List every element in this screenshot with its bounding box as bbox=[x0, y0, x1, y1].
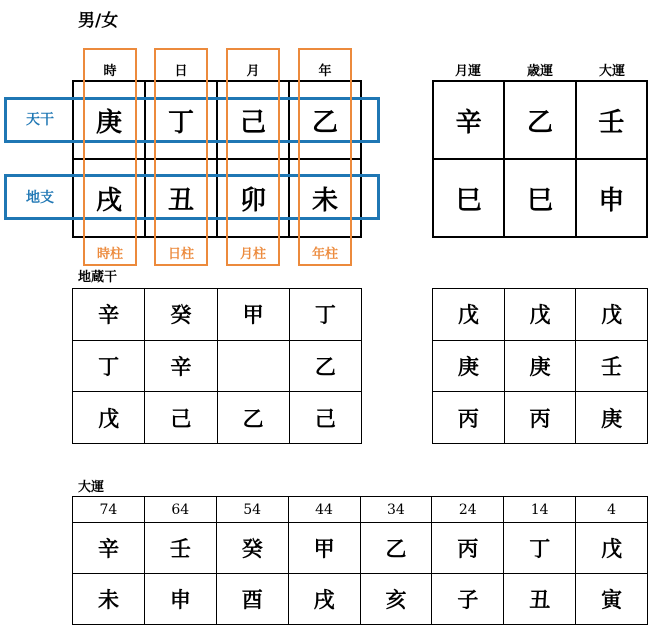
branch-month: 卯 bbox=[217, 159, 289, 237]
pillar-label-year: 年柱 bbox=[311, 247, 338, 262]
hidden-stem-cell: 辛 bbox=[73, 289, 145, 341]
stem-month: 己 bbox=[217, 81, 289, 159]
day-pillar-highlight bbox=[154, 48, 208, 266]
luck-header-decade: 大運 bbox=[598, 64, 625, 79]
month-pillar-highlight bbox=[226, 48, 280, 266]
luck-branch-month: 巳 bbox=[433, 159, 504, 237]
decade-stem-cell: 辛 bbox=[73, 523, 145, 574]
hidden-stem-cell: 戊 bbox=[73, 392, 145, 444]
hidden-stem-cell: 乙 bbox=[217, 392, 289, 444]
year-pillar-highlight bbox=[298, 48, 352, 266]
age-cell: 4 bbox=[576, 497, 648, 523]
hour-pillar-highlight bbox=[83, 48, 137, 266]
hidden-stem-cell: 庚 bbox=[576, 392, 648, 444]
luck-header-year: 歳運 bbox=[526, 64, 553, 79]
hidden-stem-cell: 壬 bbox=[576, 340, 648, 392]
branch-hour: 戌 bbox=[73, 159, 145, 237]
decade-luck-title: 大運 bbox=[78, 480, 105, 495]
stem-hour: 庚 bbox=[73, 81, 145, 159]
hidden-stem-cell: 丁 bbox=[289, 289, 361, 341]
decade-stem-cell: 丁 bbox=[504, 523, 576, 574]
hidden-stem-cell: 癸 bbox=[145, 289, 217, 341]
luck-stem-month: 辛 bbox=[433, 81, 504, 159]
hidden-stem-cell: 甲 bbox=[217, 289, 289, 341]
decade-branch-cell: 酉 bbox=[216, 574, 288, 625]
age-cell: 64 bbox=[144, 497, 216, 523]
row-label-stem: 天干 bbox=[26, 112, 54, 128]
decade-stem-cell: 戊 bbox=[576, 523, 648, 574]
hidden-stems-natal-grid bbox=[72, 288, 362, 444]
hidden-stem-cell: 己 bbox=[289, 392, 361, 444]
luck-branch-year: 巳 bbox=[504, 159, 575, 237]
decade-branch-cell: 子 bbox=[432, 574, 504, 625]
hidden-stem-cell: 丙 bbox=[504, 392, 576, 444]
col-header-month: 月 bbox=[246, 64, 260, 79]
hidden-stem-cell: 庚 bbox=[433, 340, 505, 392]
decade-branch-cell: 未 bbox=[73, 574, 145, 625]
hidden-stem-cell: 丁 bbox=[73, 340, 145, 392]
luck-branch-decade: 申 bbox=[576, 159, 647, 237]
luck-grid bbox=[432, 80, 648, 238]
hidden-stem-cell: 丙 bbox=[433, 392, 505, 444]
age-cell: 74 bbox=[73, 497, 145, 523]
decade-branch-cell: 申 bbox=[144, 574, 216, 625]
decade-luck-grid bbox=[72, 496, 648, 625]
hidden-stem-cell: 庚 bbox=[504, 340, 576, 392]
decade-branch-cell: 寅 bbox=[576, 574, 648, 625]
decade-branch-cell: 戌 bbox=[288, 574, 360, 625]
col-header-day: 日 bbox=[174, 64, 188, 79]
col-header-year: 年 bbox=[318, 64, 332, 79]
age-cell: 14 bbox=[504, 497, 576, 523]
hidden-stem-cell: 乙 bbox=[289, 340, 361, 392]
luck-stem-year: 乙 bbox=[504, 81, 575, 159]
decade-branch-cell: 亥 bbox=[360, 574, 432, 625]
hidden-stem-cell: 辛 bbox=[145, 340, 217, 392]
hidden-stem-cell bbox=[217, 340, 289, 392]
pillar-label-hour: 時柱 bbox=[96, 247, 123, 262]
decade-stem-cell: 癸 bbox=[216, 523, 288, 574]
hidden-stem-cell: 戊 bbox=[576, 289, 648, 341]
branch-day: 丑 bbox=[145, 159, 217, 237]
pillar-label-month: 月柱 bbox=[239, 247, 266, 262]
branch-year: 未 bbox=[289, 159, 361, 237]
age-cell: 24 bbox=[432, 497, 504, 523]
stem-day: 丁 bbox=[145, 81, 217, 159]
hidden-stems-title: 地蔵干 bbox=[78, 270, 118, 285]
decade-stem-cell: 壬 bbox=[144, 523, 216, 574]
col-header-hour: 時 bbox=[103, 64, 117, 79]
decade-stem-cell: 丙 bbox=[432, 523, 504, 574]
row-label-branch: 地支 bbox=[26, 190, 54, 206]
gender-title: 男/女 bbox=[78, 11, 119, 31]
age-cell: 34 bbox=[360, 497, 432, 523]
hidden-stem-cell: 戊 bbox=[433, 289, 505, 341]
hidden-stem-cell: 戊 bbox=[504, 289, 576, 341]
stem-year: 乙 bbox=[289, 81, 361, 159]
age-cell: 54 bbox=[216, 497, 288, 523]
decade-stem-cell: 乙 bbox=[360, 523, 432, 574]
pillar-label-day: 日柱 bbox=[167, 247, 194, 262]
age-cell: 44 bbox=[288, 497, 360, 523]
luck-header-month: 月運 bbox=[454, 64, 481, 79]
decade-branch-cell: 丑 bbox=[504, 574, 576, 625]
hidden-stems-luck-grid bbox=[432, 288, 648, 444]
luck-stem-decade: 壬 bbox=[576, 81, 647, 159]
hidden-stem-cell: 己 bbox=[145, 392, 217, 444]
decade-stem-cell: 甲 bbox=[288, 523, 360, 574]
